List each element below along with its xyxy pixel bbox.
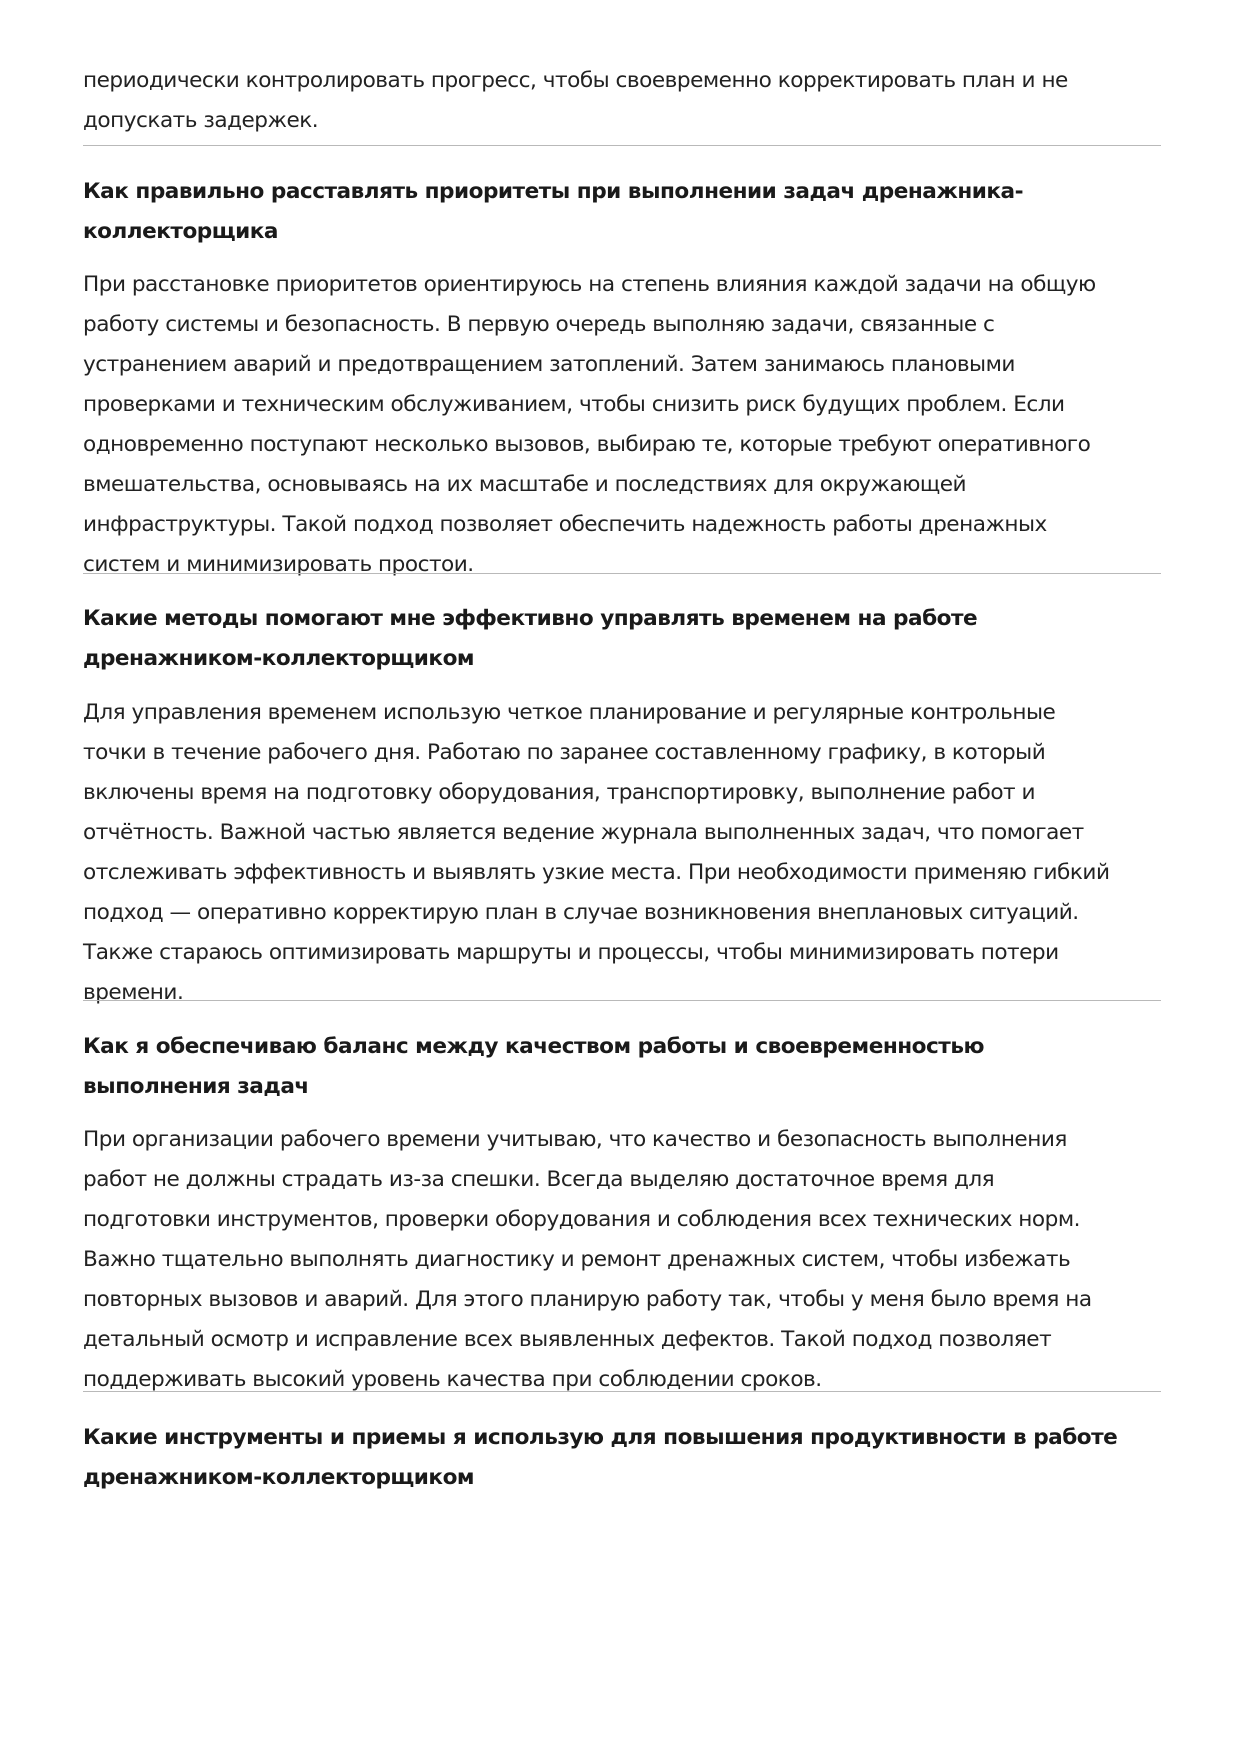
text-line: одновременно поступают несколько вызовов, выбираю те, которые требуют оперативного (83, 432, 1091, 457)
question-heading (83, 1027, 1161, 1107)
text-line: При организации рабочего времени учитываю, что качество и безопасность выполнения (83, 1127, 1067, 1152)
heading-line: дренажником-коллекторщиком (83, 1465, 475, 1490)
text-line: подход — оперативно корректирую план в случае возникновения внеплановых ситуаций. (83, 900, 1079, 925)
section-divider (83, 573, 1161, 574)
text-line: проверками и техническим обслуживанием, чтобы снизить риск будущих проблем. Если (83, 392, 1065, 417)
text-line: инфраструктуры. Такой подход позволяет обеспечить надежность работы дренажных (83, 512, 1047, 537)
section-divider (83, 1000, 1161, 1001)
text-line: отслеживать эффективность и выявлять узкие места. При необходимости применяю гибкий (83, 860, 1110, 885)
text-line: допускать задержек. (83, 108, 319, 133)
question-heading (83, 599, 1161, 679)
question-heading (83, 172, 1161, 252)
heading-line: Какие инструменты и приемы я использую для повышения продуктивности в работе (83, 1425, 1118, 1450)
text-line: Также стараюсь оптимизировать маршруты и процессы, чтобы минимизировать потери (83, 940, 1059, 965)
intro-paragraph (83, 61, 1161, 141)
text-line: включены время на подготовку оборудования, транспортировку, выполнение работ и (83, 780, 1036, 805)
heading-line: Как правильно расставлять приоритеты при выполнении задач дренажника- (83, 179, 1024, 204)
section-divider (83, 1391, 1161, 1392)
text-line: периодически контролировать прогресс, чтобы своевременно корректировать план и не (83, 68, 1068, 93)
text-line: Важно тщательно выполнять диагностику и ремонт дренажных систем, чтобы избежать (83, 1247, 1071, 1272)
text-line: поддерживать высокий уровень качества при соблюдении сроков. (83, 1367, 822, 1392)
text-line: точки в течение рабочего дня. Работаю по заранее составленному графику, в который (83, 740, 1046, 765)
text-line: работу системы и безопасность. В первую очередь выполняю задачи, связанные с (83, 312, 995, 337)
text-line: Для управления временем использую четкое планирование и регулярные контрольные (83, 700, 1056, 725)
text-line: подготовки инструментов, проверки оборудования и соблюдения всех технических норм. (83, 1207, 1080, 1232)
heading-line: выполнения задач (83, 1074, 309, 1099)
heading-line: коллекторщика (83, 219, 278, 244)
text-line: вмешательства, основываясь на их масштабе и последствиях для окружающей (83, 472, 967, 497)
text-line: повторных вызовов и аварий. Для этого планирую работу так, чтобы у меня было время на (83, 1287, 1092, 1312)
answer-paragraph (83, 1120, 1161, 1400)
heading-line: Какие методы помогают мне эффективно управлять временем на работе (83, 606, 978, 631)
text-line: отчётность. Важной частью является ведение журнала выполненных задач, что помогает (83, 820, 1084, 845)
section-divider (83, 145, 1161, 146)
text-line: При расстановке приоритетов ориентируюсь на степень влияния каждой задачи на общую (83, 272, 1096, 297)
heading-line: Как я обеспечиваю баланс между качеством работы и своевременностью (83, 1034, 984, 1059)
answer-paragraph (83, 265, 1161, 585)
heading-line: дренажником-коллекторщиком (83, 646, 475, 671)
text-line: детальный осмотр и исправление всех выявленных дефектов. Такой подход позволяет (83, 1327, 1052, 1352)
text-line: устранением аварий и предотвращением затоплений. Затем занимаюсь плановыми (83, 352, 1015, 377)
text-line: работ не должны страдать из-за спешки. Всегда выделяю достаточное время для (83, 1167, 995, 1192)
answer-paragraph (83, 693, 1161, 1013)
text-line: времени. (83, 980, 184, 1005)
text-line: систем и минимизировать простои. (83, 552, 474, 577)
question-heading (83, 1418, 1161, 1498)
